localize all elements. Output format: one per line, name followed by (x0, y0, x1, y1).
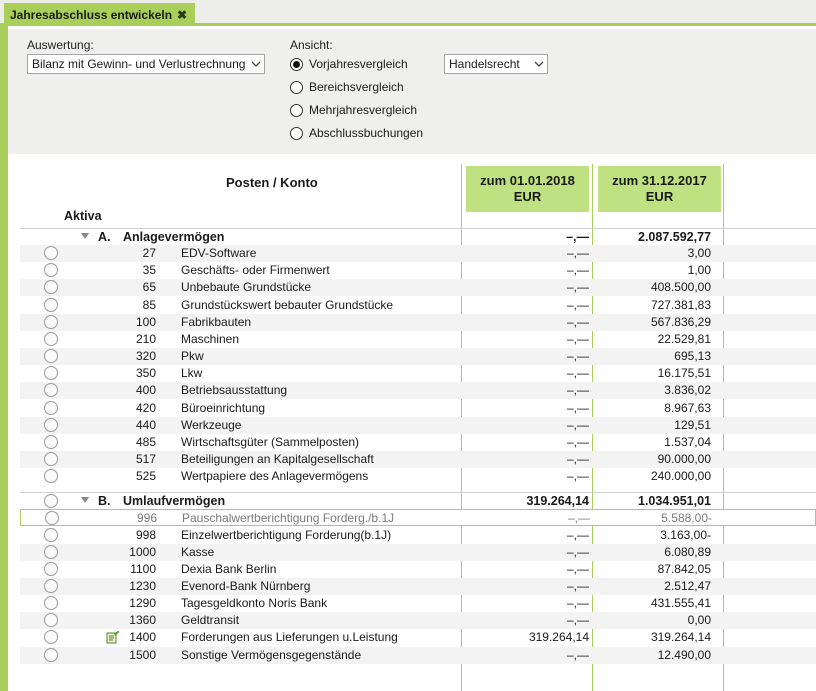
value-01-01-2018: –,— (566, 331, 589, 346)
value-31-12-2017: 3.836,02 (664, 383, 711, 398)
account-row[interactable] (20, 314, 816, 331)
value-31-12-2017: 129,51 (674, 417, 711, 432)
account-number: 1290 (129, 596, 156, 611)
tab-title: Jahresabschluss entwickeln (10, 7, 173, 22)
left-accent-rail (0, 26, 8, 691)
value-31-12-2017: 90.000,00 (657, 451, 711, 466)
aktiva-label: Aktiva (64, 209, 102, 223)
value-01-01-2018: –,— (566, 451, 589, 466)
account-number: 440 (135, 417, 156, 432)
tab-jahresabschluss[interactable] (4, 3, 195, 26)
account-row[interactable] (20, 382, 816, 399)
radio-label: Abschlussbuchungen (309, 126, 424, 140)
col1-date: zum 01.01.2018 (480, 173, 575, 188)
value-01-01-2018: –,— (566, 383, 589, 398)
account-name: Betriebsausstattung (181, 383, 288, 398)
account-name: Tagesgeldkonto Noris Bank (181, 596, 328, 611)
value-31-12-2017: 3,00 (687, 246, 711, 261)
value-01-01-2018: –,— (566, 297, 589, 312)
value-31-12-2017: 727.381,83 (650, 297, 711, 312)
col2-date: zum 31.12.2017 (612, 173, 707, 188)
account-number: 1000 (129, 544, 156, 559)
value-01-01-2018: –,— (566, 263, 589, 278)
radio-circle (290, 127, 303, 140)
account-name: Fabrikbauten (181, 314, 252, 329)
account-name: Geldtransit (181, 613, 240, 628)
radio-mehrjahresvergleich[interactable] (290, 103, 417, 117)
account-row[interactable] (20, 647, 816, 664)
value-31-12-2017: 1,00 (687, 263, 711, 278)
radio-selected-dot (293, 61, 300, 68)
ansicht-label: Ansicht: (290, 38, 333, 52)
value-01-01-2018: –,— (566, 613, 589, 628)
chevron-down-icon (248, 55, 264, 73)
value-01-01-2018: –,— (566, 561, 589, 576)
account-number: 1230 (129, 579, 156, 593)
balance-grid (20, 160, 816, 691)
auswertung-select[interactable] (27, 54, 265, 74)
account-name: Wirtschaftsgüter (Sammelposten) (181, 434, 360, 449)
account-row[interactable] (20, 262, 816, 279)
group-row-anlagevermögen[interactable] (20, 228, 816, 245)
account-name: Werkzeuge (181, 417, 242, 432)
account-number: 996 (136, 511, 157, 526)
settings-panel (8, 29, 816, 154)
account-row[interactable] (20, 331, 816, 348)
account-name: Dexia Bank Berlin (181, 561, 277, 576)
account-row[interactable] (20, 400, 816, 417)
account-name: EDV-Software (181, 246, 257, 261)
value-31-12-2017: 408.500,00 (650, 280, 711, 295)
expand-triangle-icon[interactable] (81, 233, 89, 239)
account-name: Forderungen aus Lieferungen u.Leistung (181, 630, 398, 645)
account-number: 1400 (129, 630, 156, 645)
value-31-12-2017: 12.490,00 (657, 647, 711, 662)
radio-circle (290, 81, 303, 94)
account-row[interactable] (20, 468, 816, 485)
account-name: Maschinen (181, 331, 240, 346)
radio-circle (290, 58, 303, 71)
value-31-12-2017: 240.000,00 (650, 469, 711, 484)
group-name: Umlaufvermögen (123, 494, 226, 509)
group-name: Anlagevermögen (123, 230, 225, 244)
chevron-down-icon (531, 55, 547, 73)
auswertung-label: Auswertung: (27, 38, 94, 52)
account-row[interactable] (20, 365, 816, 382)
value-31-12-2017: 87.842,05 (657, 561, 711, 576)
value-31-12-2017: 695,13 (674, 349, 711, 364)
value-01-01-2018: –,— (566, 400, 589, 415)
account-name: Pkw (181, 349, 204, 364)
account-row[interactable] (20, 451, 816, 468)
account-number: 420 (135, 400, 156, 415)
value-31-12-2017: 5.588,00- (661, 511, 712, 526)
auswertung-value: Bilanz mit Gewinn- und Verlustrechnung (32, 57, 246, 71)
value-01-01-2018: –,— (566, 417, 589, 432)
value-01-01-2018: 319.264,14 (526, 494, 589, 509)
radio-bereichsvergleich[interactable] (290, 80, 404, 94)
account-row[interactable] (20, 509, 816, 526)
group-section: A. (98, 230, 111, 244)
value-01-01-2018: –,— (566, 314, 589, 329)
row-select-circle[interactable] (44, 494, 58, 508)
account-number: 35 (142, 263, 156, 278)
value-31-12-2017: 1.537,04 (664, 434, 711, 449)
close-icon[interactable]: ✖ (176, 7, 188, 22)
value-31-12-2017: 16.175,51 (657, 366, 711, 381)
account-name: Pauschalwertberichtigung Forderg./b.1J (182, 511, 395, 526)
radio-circle (290, 104, 303, 117)
account-number: 998 (135, 527, 156, 542)
value-01-01-2018: –,— (566, 366, 589, 381)
expand-triangle-icon[interactable] (81, 497, 89, 503)
value-01-01-2018: –,— (566, 596, 589, 611)
value-31-12-2017: 567.836,29 (650, 314, 711, 329)
account-number: 1360 (129, 613, 156, 628)
value-01-01-2018: –,— (566, 434, 589, 449)
value-01-01-2018: –,— (566, 246, 589, 261)
value-01-01-2018: –,— (566, 544, 589, 559)
group-row-umlaufvermögen[interactable] (20, 492, 816, 509)
group-section: B. (98, 494, 111, 509)
value-01-01-2018: –,— (566, 230, 589, 244)
value-01-01-2018: –,— (566, 579, 589, 593)
value-31-12-2017: 8.967,63 (664, 400, 711, 415)
account-name: Lkw (181, 366, 203, 381)
radio-label: Vorjahresvergleich (309, 57, 408, 71)
column-header-01-01-2018[interactable] (466, 166, 589, 212)
account-row[interactable] (20, 245, 816, 262)
account-row[interactable] (20, 561, 816, 578)
account-name: Sonstige Vermögensgegenstände (181, 647, 362, 662)
value-31-12-2017: 6.080,89 (664, 544, 711, 559)
column-header-31-12-2017[interactable] (598, 166, 721, 212)
account-number: 210 (135, 331, 156, 346)
account-row[interactable] (20, 417, 816, 434)
account-number: 485 (135, 434, 156, 449)
value-31-12-2017: 22.529,81 (657, 331, 711, 346)
account-row[interactable] (20, 544, 816, 561)
account-name: Unbebaute Grundstücke (181, 280, 312, 295)
account-row[interactable] (20, 612, 816, 629)
value-01-01-2018: –,— (566, 469, 589, 484)
account-number: 320 (135, 349, 156, 364)
account-number: 27 (142, 246, 156, 261)
value-31-12-2017: 319.264,14 (650, 630, 711, 645)
value-31-12-2017: 431.555,41 (650, 596, 711, 611)
radio-vorjahresvergleich[interactable] (290, 57, 408, 71)
value-01-01-2018: –,— (566, 349, 589, 364)
radio-abschlussbuchungen[interactable] (290, 126, 423, 140)
account-row[interactable] (20, 527, 816, 544)
account-number: 65 (142, 280, 156, 295)
account-name: Büroeinrichtung (181, 400, 266, 415)
account-number: 517 (135, 451, 156, 466)
account-row[interactable] (20, 595, 816, 612)
radio-label: Bereichsvergleich (309, 80, 404, 94)
account-number: 350 (135, 366, 156, 381)
account-name: Evenord-Bank Nürnberg (181, 579, 311, 593)
tab-strip (0, 0, 816, 26)
col2-currency: EUR (645, 189, 674, 204)
value-01-01-2018: –,— (567, 511, 590, 526)
recht-value: Handelsrecht (449, 57, 520, 71)
account-number: 1100 (130, 561, 156, 576)
value-31-12-2017: 2.512,47 (664, 579, 711, 593)
account-number: 1500 (129, 647, 156, 662)
account-row[interactable] (20, 434, 816, 451)
account-row[interactable] (20, 297, 816, 314)
account-row[interactable] (20, 279, 816, 296)
account-row[interactable] (20, 578, 816, 595)
account-number: 525 (135, 469, 156, 484)
account-name: Wertpapiere des Anlagevermögens (181, 469, 369, 484)
account-name: Geschäfts- oder Firmenwert (181, 263, 330, 278)
value-31-12-2017: 3.163,00- (660, 527, 711, 542)
value-01-01-2018: 319.264,14 (528, 630, 589, 645)
account-name: Einzelwertberichtigung Forderung(b.1J) (181, 527, 392, 542)
value-01-01-2018: –,— (566, 280, 589, 295)
col1-currency: EUR (513, 189, 542, 204)
account-name: Beteiligungen an Kapitalgesellschaft (181, 451, 374, 466)
account-name: Kasse (181, 544, 215, 559)
account-number: 100 (135, 314, 156, 329)
account-row[interactable] (20, 629, 816, 646)
value-31-12-2017: 0,00 (687, 613, 711, 628)
recht-select[interactable] (444, 54, 548, 74)
value-01-01-2018: –,— (566, 527, 589, 542)
posten-konto-header: Posten / Konto (226, 175, 318, 190)
account-row[interactable] (20, 348, 816, 365)
value-31-12-2017: 1.034.951,01 (638, 494, 711, 509)
account-name: Grundstückswert bebauter Grundstücke (181, 297, 394, 312)
account-number: 400 (135, 383, 156, 398)
value-31-12-2017: 2.087.592,77 (638, 230, 711, 244)
account-number: 85 (142, 297, 156, 312)
value-01-01-2018: –,— (566, 647, 589, 662)
radio-label: Mehrjahresvergleich (309, 103, 418, 117)
